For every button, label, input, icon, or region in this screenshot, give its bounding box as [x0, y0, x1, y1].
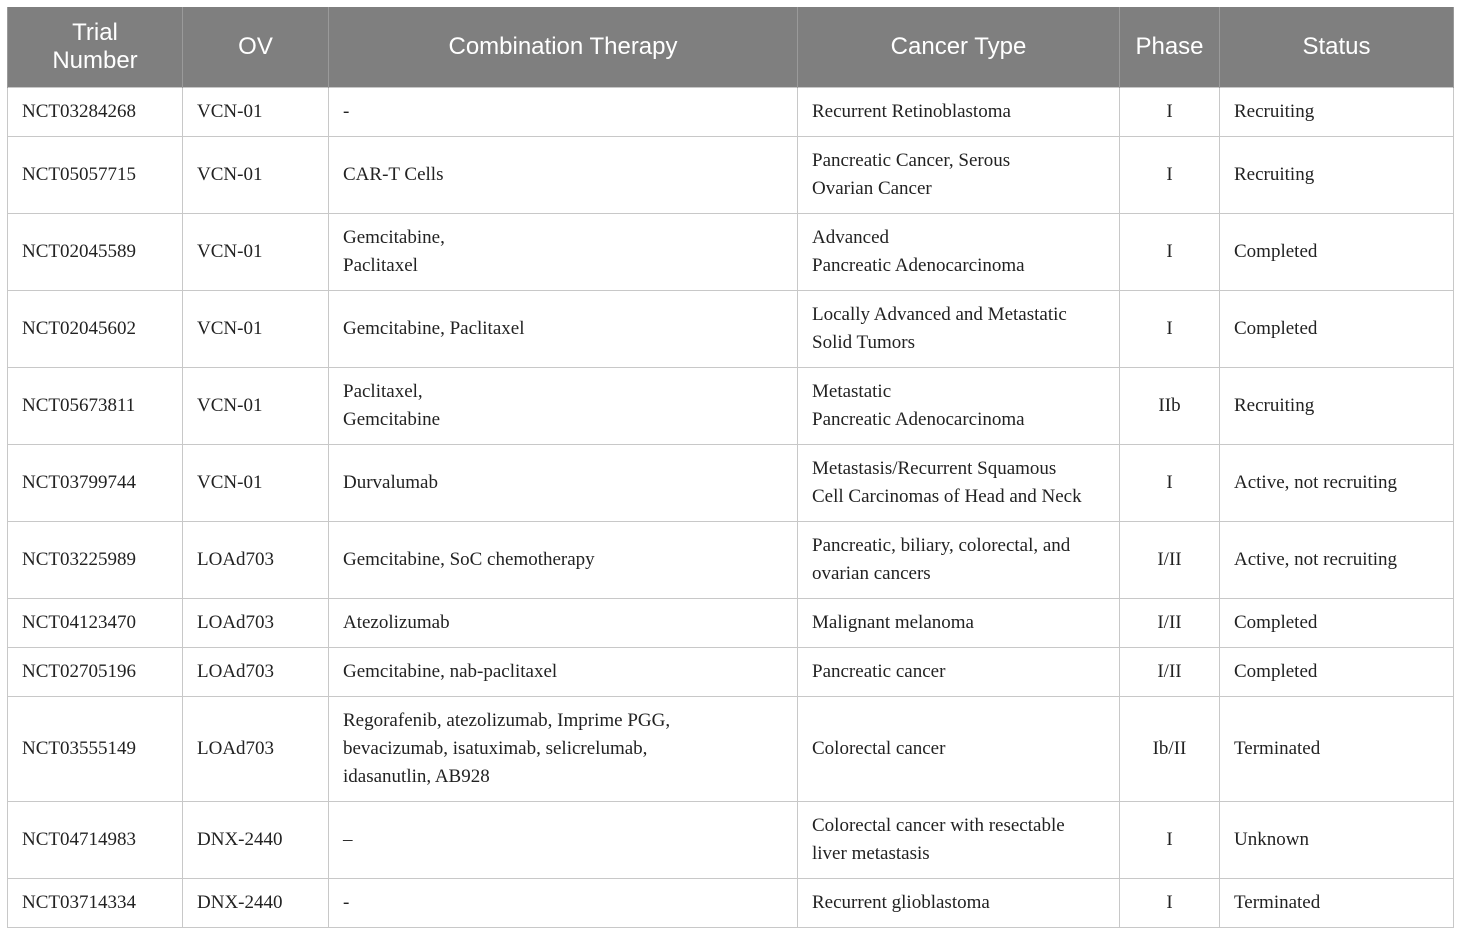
combination-therapy-cell-line: Paclitaxel,: [343, 381, 423, 402]
cancer-type-cell-line: Recurrent glioblastoma: [812, 892, 990, 913]
cancer-type-cell-line: Colorectal cancer: [812, 738, 946, 759]
trial-number-cell: NCT04714983: [8, 802, 183, 879]
combination-therapy-cell: [329, 214, 798, 291]
phase-cell: I/II: [1120, 599, 1220, 648]
status-cell: Terminated: [1220, 697, 1454, 802]
status-cell: Completed: [1220, 214, 1454, 291]
cancer-type-cell-line: Recurrent Retinoblastoma: [812, 101, 1011, 122]
combination-therapy-cell: [329, 88, 798, 137]
table-row: [8, 88, 1454, 137]
table-body: [8, 88, 1454, 928]
cancer-type-cell-line: Colorectal cancer with resectable: [812, 815, 1065, 836]
ov-cell: VCN-01: [183, 88, 329, 137]
trial-number-cell: NCT03714334: [8, 879, 183, 928]
cancer-type-cell-line: Pancreatic Cancer, Serous: [812, 150, 1011, 171]
header-trial-number-line1: Trial: [72, 19, 118, 46]
ov-cell: LOAd703: [183, 648, 329, 697]
combination-therapy-cell: [329, 648, 798, 697]
phase-cell: I/II: [1120, 648, 1220, 697]
combination-therapy-cell: [329, 879, 798, 928]
phase-cell: I: [1120, 445, 1220, 522]
header-combination-therapy: Combination Therapy: [329, 7, 798, 88]
ov-cell: VCN-01: [183, 137, 329, 214]
trial-number-cell: NCT03225989: [8, 522, 183, 599]
combination-therapy-cell: [329, 368, 798, 445]
trials-table-container: [7, 7, 1453, 928]
ov-cell: DNX-2440: [183, 802, 329, 879]
cancer-type-cell-line: Malignant melanoma: [812, 612, 974, 633]
combination-therapy-cell-line: Gemcitabine, Paclitaxel: [343, 318, 525, 339]
clinical-trials-table: [7, 7, 1454, 928]
combination-therapy-cell-line: Durvalumab: [343, 472, 438, 493]
table-row: [8, 697, 1454, 802]
cancer-type-cell: [798, 445, 1120, 522]
phase-cell: I: [1120, 291, 1220, 368]
phase-cell: I/II: [1120, 522, 1220, 599]
phase-cell: I: [1120, 137, 1220, 214]
status-cell: Completed: [1220, 599, 1454, 648]
header-status: Status: [1220, 7, 1454, 88]
ov-cell: LOAd703: [183, 697, 329, 802]
cancer-type-cell-line: Pancreatic Adenocarcinoma: [812, 409, 1025, 430]
trial-number-cell: NCT03555149: [8, 697, 183, 802]
combination-therapy-cell: [329, 599, 798, 648]
combination-therapy-cell-line: Gemcitabine, nab-paclitaxel: [343, 661, 558, 682]
status-cell: Unknown: [1220, 802, 1454, 879]
header-trial-number: [8, 7, 183, 88]
cancer-type-cell-line: Ovarian Cancer: [812, 178, 932, 199]
table-row: [8, 522, 1454, 599]
cancer-type-cell: [798, 599, 1120, 648]
ov-cell: LOAd703: [183, 599, 329, 648]
combination-therapy-cell-line: idasanutlin, AB928: [343, 766, 490, 787]
cancer-type-cell: [798, 879, 1120, 928]
ov-cell: VCN-01: [183, 214, 329, 291]
combination-therapy-cell: [329, 522, 798, 599]
table-header: [8, 7, 1454, 88]
ov-cell: LOAd703: [183, 522, 329, 599]
cancer-type-cell: [798, 648, 1120, 697]
trial-number-cell: NCT03799744: [8, 445, 183, 522]
ov-cell: VCN-01: [183, 445, 329, 522]
table-row: [8, 291, 1454, 368]
cancer-type-cell-line: Locally Advanced and Metastatic: [812, 304, 1067, 325]
cancer-type-cell-line: Advanced: [812, 227, 890, 248]
combination-therapy-cell: [329, 697, 798, 802]
combination-therapy-cell: [329, 137, 798, 214]
table-row: [8, 368, 1454, 445]
table-row: [8, 137, 1454, 214]
combination-therapy-cell-line: –: [343, 829, 353, 850]
cancer-type-cell: [798, 522, 1120, 599]
trial-number-cell: NCT04123470: [8, 599, 183, 648]
combination-therapy-cell-line: CAR-T Cells: [343, 164, 444, 185]
combination-therapy-cell-line: bevacizumab, isatuximab, selicrelumab,: [343, 738, 648, 759]
status-cell: Recruiting: [1220, 88, 1454, 137]
header-cancer-type: Cancer Type: [798, 7, 1120, 88]
cancer-type-cell-line: Pancreatic Adenocarcinoma: [812, 255, 1025, 276]
combination-therapy-cell-line: Gemcitabine, SoC chemotherapy: [343, 549, 595, 570]
status-cell: Recruiting: [1220, 368, 1454, 445]
trial-number-cell: NCT05673811: [8, 368, 183, 445]
cancer-type-cell: [798, 291, 1120, 368]
phase-cell: IIb: [1120, 368, 1220, 445]
table-row: [8, 879, 1454, 928]
phase-cell: Ib/II: [1120, 697, 1220, 802]
cancer-type-cell-line: ovarian cancers: [812, 563, 931, 584]
status-cell: Completed: [1220, 648, 1454, 697]
combination-therapy-cell-line: Atezolizumab: [343, 612, 450, 633]
trial-number-cell: NCT05057715: [8, 137, 183, 214]
combination-therapy-cell-line: Gemcitabine,: [343, 227, 445, 248]
trial-number-cell: NCT03284268: [8, 88, 183, 137]
status-cell: Active, not recruiting: [1220, 445, 1454, 522]
cancer-type-cell-line: Solid Tumors: [812, 332, 915, 353]
phase-cell: I: [1120, 802, 1220, 879]
table-row: [8, 599, 1454, 648]
header-ov: OV: [183, 7, 329, 88]
table-row: [8, 648, 1454, 697]
combination-therapy-cell-line: Regorafenib, atezolizumab, Imprime PGG,: [343, 710, 671, 731]
cancer-type-cell-line: Metastasis/Recurrent Squamous: [812, 458, 1057, 479]
cancer-type-cell-line: liver metastasis: [812, 843, 930, 864]
ov-cell: VCN-01: [183, 291, 329, 368]
table-row: [8, 445, 1454, 522]
header-trial-number-line2: Number: [52, 47, 138, 74]
cancer-type-cell-line: Pancreatic, biliary, colorectal, and: [812, 535, 1071, 556]
combination-therapy-cell-line: -: [343, 892, 350, 913]
combination-therapy-cell: [329, 802, 798, 879]
ov-cell: DNX-2440: [183, 879, 329, 928]
ov-cell: VCN-01: [183, 368, 329, 445]
status-cell: Completed: [1220, 291, 1454, 368]
trial-number-cell: NCT02045602: [8, 291, 183, 368]
table-row: [8, 214, 1454, 291]
header-row: [8, 7, 1454, 88]
cancer-type-cell: [798, 368, 1120, 445]
cancer-type-cell-line: Metastatic: [812, 381, 892, 402]
table-row: [8, 802, 1454, 879]
combination-therapy-cell-line: Paclitaxel: [343, 255, 418, 276]
cancer-type-cell: [798, 697, 1120, 802]
trial-number-cell: NCT02045589: [8, 214, 183, 291]
combination-therapy-cell: [329, 291, 798, 368]
status-cell: Active, not recruiting: [1220, 522, 1454, 599]
cancer-type-cell-line: Cell Carcinomas of Head and Neck: [812, 486, 1082, 507]
phase-cell: I: [1120, 214, 1220, 291]
cancer-type-cell-line: Pancreatic cancer: [812, 661, 946, 682]
cancer-type-cell: [798, 137, 1120, 214]
status-cell: Recruiting: [1220, 137, 1454, 214]
trial-number-cell: NCT02705196: [8, 648, 183, 697]
header-phase: Phase: [1120, 7, 1220, 88]
cancer-type-cell: [798, 802, 1120, 879]
status-cell: Terminated: [1220, 879, 1454, 928]
cancer-type-cell: [798, 214, 1120, 291]
combination-therapy-cell-line: Gemcitabine: [343, 409, 441, 430]
combination-therapy-cell: [329, 445, 798, 522]
phase-cell: I: [1120, 88, 1220, 137]
phase-cell: I: [1120, 879, 1220, 928]
cancer-type-cell: [798, 88, 1120, 137]
combination-therapy-cell-line: -: [343, 101, 350, 122]
